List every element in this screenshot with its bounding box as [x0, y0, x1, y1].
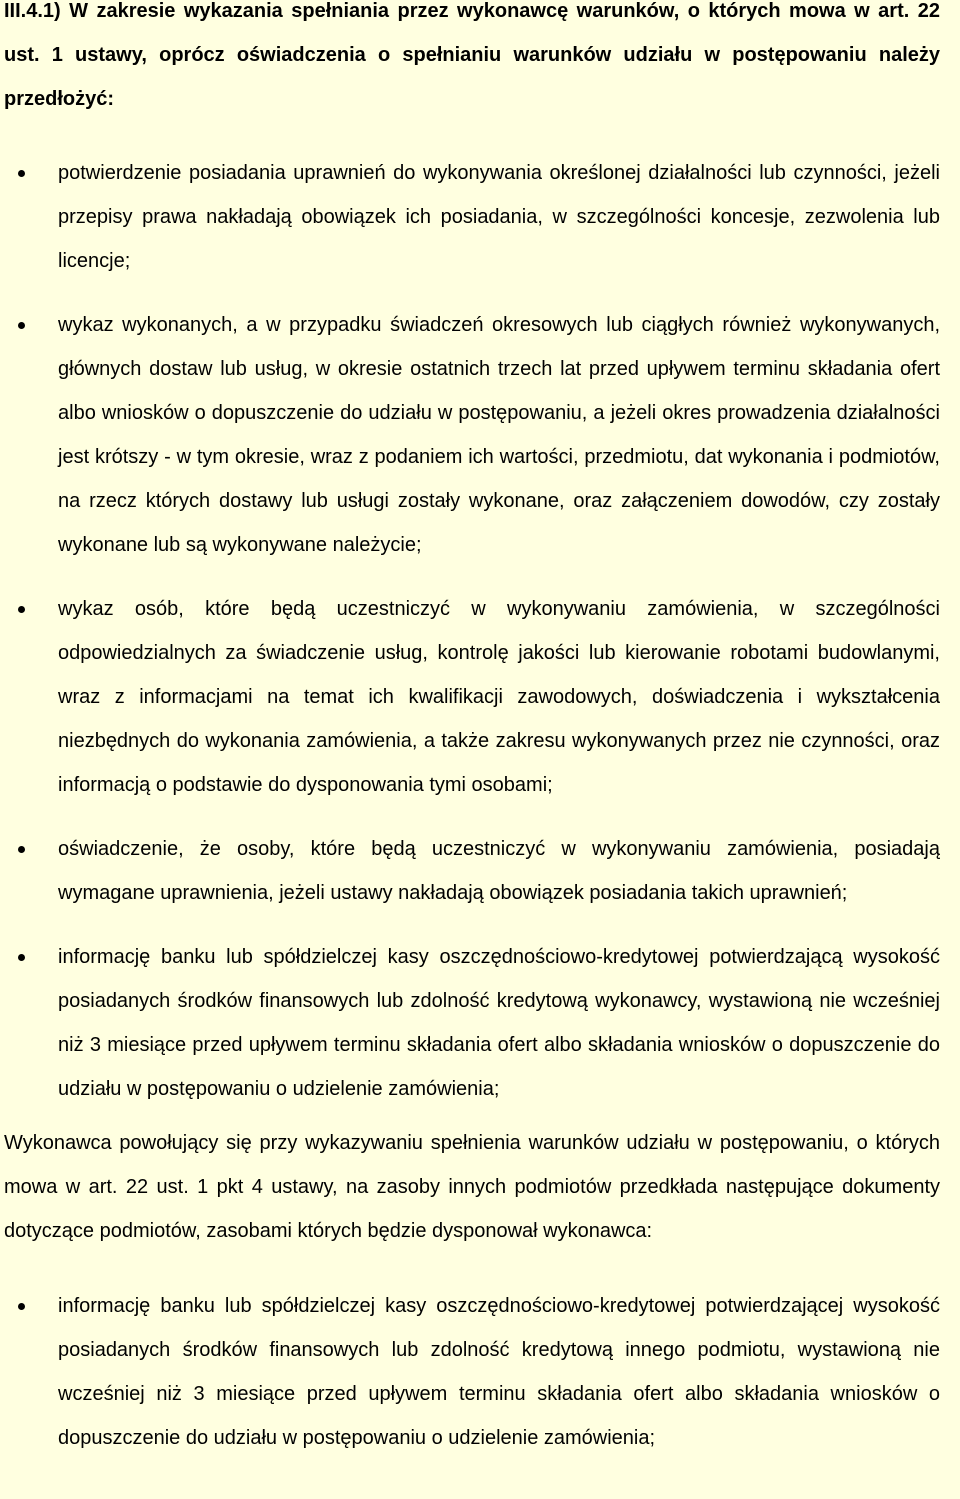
bullet-icon [18, 322, 25, 329]
list-item [4, 1284, 940, 1460]
bullet-icon [18, 954, 25, 961]
list-item-text: potwierdzenie posiadania uprawnień do wykonywania określonej działalności lub czynności, jeżeli przepisy prawa nakładają obowiązek ich posiadania, w szczególności koncesje, zezwolenia lub licencje; [58, 162, 940, 272]
list-item [4, 151, 940, 283]
other-entities-paragraph: Wykonawca powołujący się przy wykazywaniu spełnienia warunków udziału w postępowaniu, o których mowa w art. 22 ust. 1 pkt 4 ustawy, na zasoby innych podmiotów przedkłada następujące dokumenty dotyczące podmiotów, zasobami których będzie dysponował wykonawca: [4, 1132, 940, 1242]
section-heading: III.4.1) W zakresie wykazania spełniania przez wykonawcę warunków, o których mowa w art. 22 ust. 1 ustawy, oprócz oświadczenia o spełnianiu warunków udziału w postępowaniu należy przedłożyć: [4, 0, 940, 110]
bullet-icon [18, 170, 25, 177]
list-item [4, 827, 940, 915]
bullet-icon [18, 1303, 25, 1310]
list-item-text: wykaz osób, które będą uczestniczyć w wykonywaniu zamówienia, w szczególności odpowiedzialnych za świadczenie usług, kontrolę jakości lub kierowanie robotami budowlanymi, wraz z informacjami na temat ich kwalifikacji zawodowych, doświadczenia i wykształcenia niezbędnych do wykonania zamówienia, a także zakresu wykonywanych przez nie czynności, oraz informacją o podstawie do dysponowania tymi osobami; [58, 598, 940, 796]
bullet-icon [18, 606, 25, 613]
list-item-text: wykaz wykonanych, a w przypadku świadczeń okresowych lub ciągłych również wykonywanych, głównych dostaw lub usług, w okresie ostatnich trzech lat przed upływem terminu składania ofert albo wniosków o dopuszczenie do udziału w postępowaniu, a jeżeli okres prowadzenia działalności jest krótszy - w tym okresie, wraz z podaniem ich wartości, przedmiotu, dat wykonania i podmiotów, na rzecz których dostawy lub usługi zostały wykonane, oraz załączeniem dowodów, czy zostały wykonane lub są wykonywane należycie; [58, 314, 940, 556]
list-item-text: oświadczenie, że osoby, które będą uczestniczyć w wykonywaniu zamówienia, posiadają wymagane uprawnienia, jeżeli ustawy nakładają obowiązek posiadania takich uprawnień; [58, 838, 940, 904]
list-item-text: informację banku lub spółdzielczej kasy oszczędnościowo-kredytowej potwierdzającej wysokość posiadanych środków finansowych lub zdolność kredytową innego podmiotu, wystawioną nie wcześniej niż 3 miesiące przed upływem terminu składania ofert albo składania wniosków o dopuszczenie do udziału w postępowaniu o udzielenie zamówienia; [58, 1295, 940, 1449]
bullet-icon [18, 846, 25, 853]
list-item [4, 935, 940, 1111]
other-entities-documents-list [4, 1284, 940, 1460]
list-item-text: informację banku lub spółdzielczej kasy oszczędnościowo-kredytowej potwierdzającą wysokość posiadanych środków finansowych lub zdolność kredytową wykonawcy, wystawioną nie wcześniej niż 3 miesiące przed upływem terminu składania ofert albo składania wniosków o dopuszczenie do udziału w postępowaniu o udzielenie zamówienia; [58, 946, 940, 1100]
list-item [4, 303, 940, 567]
required-documents-list [4, 151, 940, 1111]
list-item [4, 587, 940, 807]
